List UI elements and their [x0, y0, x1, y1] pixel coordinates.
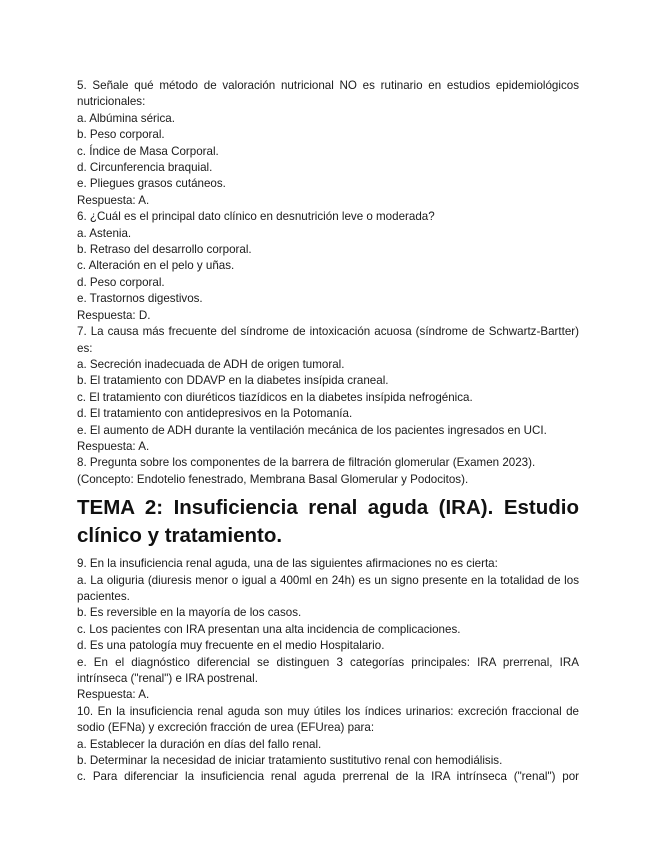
question-5-option-c: c. Índice de Masa Corporal.: [77, 144, 219, 158]
question-7-option-e: e. El aumento de ADH durante la ventilación mecánica de los pacientes ingresados en UCI.: [77, 423, 547, 437]
question-7-option-d: d. El tratamiento con antidepresivos en la Potomanía.: [77, 407, 353, 421]
question-7-option-a: a. Secreción inadecuada de ADH de origen tumoral.: [77, 357, 345, 371]
question-7-option-c: c. El tratamiento con diuréticos tiazídicos en la diabetes insípida nefrogénica.: [77, 390, 473, 404]
question-5-answer: Respuesta: A.: [77, 193, 150, 207]
question-7-stem: 7. La causa más frecuente del síndrome de intoxicación acuosa (síndrome de Schwartz-Bartter) es:: [77, 325, 579, 355]
question-10-option-a: a. Establecer la duración en días del fallo renal.: [77, 737, 322, 751]
question-6-option-b: b. Retraso del desarrollo corporal.: [77, 243, 252, 257]
question-10-stem: 10. En la insuficiencia renal aguda son muy útiles los índices urinarios: excreción fraccional de sodio (EFNa) y excreción fracción de urea (EFUrea) para:: [77, 704, 579, 735]
question-5-option-d: d. Circunferencia braquial.: [77, 161, 213, 175]
question-5-option-e: e. Pliegues grasos cutáneos.: [77, 177, 226, 191]
question-6-option-c: c. Alteración en el pelo y uñas.: [77, 259, 235, 273]
question-9-option-e: e. En el diagnóstico diferencial se distinguen 3 categorías principales: IRA prerrenal, IRA intrínseca ("renal") e IRA postrenal.: [77, 655, 579, 685]
question-9-option-d: d. Es una patología muy frecuente en el medio Hospitalario.: [77, 639, 385, 653]
question-7-answer: Respuesta: A.: [77, 439, 150, 453]
question-5-option-a: a. Albúmina sérica.: [77, 111, 175, 125]
question-6-stem: 6. ¿Cuál es el principal dato clínico en desnutrición leve o moderada?: [77, 210, 435, 224]
question-7-option-b: b. El tratamiento con DDAVP en la diabetes insípida craneal.: [77, 374, 389, 388]
question-6-option-a: a. Astenia.: [77, 226, 132, 240]
document-page: [77, 78, 579, 786]
question-9-option-b: b. Es reversible en la mayoría de los casos.: [77, 606, 302, 620]
question-10-option-c: c. Para diferenciar la insuficiencia renal aguda prerrenal de la IRA intrínseca ("renal") por: [77, 770, 579, 784]
question-9-option-a: a. La oliguria (diuresis menor o igual a 400ml en 24h) es un signo presente en la totalidad de los pacientes.: [77, 573, 579, 603]
question-5-stem: 5. Señale qué método de valoración nutricional NO es rutinario en estudios epidemiológicos nutricionales:: [77, 79, 579, 109]
question-5-option-b: b. Peso corporal.: [77, 128, 165, 142]
question-9-stem: 9. En la insuficiencia renal aguda, una de las siguientes afirmaciones no es cierta:: [77, 557, 498, 571]
question-9-option-c: c. Los pacientes con IRA presentan una alta incidencia de complicaciones.: [77, 622, 461, 636]
question-8-concept: (Concepto: Endotelio fenestrado, Membrana Basal Glomerular y Podocitos).: [77, 472, 469, 486]
question-9-answer: Respuesta: A.: [77, 688, 150, 702]
question-10-option-b: b. Determinar la necesidad de iniciar tratamiento sustitutivo renal con hemodiálisis.: [77, 754, 503, 768]
question-6-option-e: e. Trastornos digestivos.: [77, 292, 203, 306]
section-heading-line-1: TEMA 2: Insuficiencia renal aguda (IRA). Estudio: [77, 496, 579, 520]
question-6-option-d: d. Peso corporal.: [77, 275, 165, 289]
section-heading-line-2: clínico y tratamiento.: [77, 524, 283, 548]
question-6-answer: Respuesta: D.: [77, 308, 151, 322]
question-8-stem: 8. Pregunta sobre los componentes de la barrera de filtración glomerular (Examen 2023).: [77, 456, 536, 470]
section-heading-tema-2: [77, 494, 579, 550]
